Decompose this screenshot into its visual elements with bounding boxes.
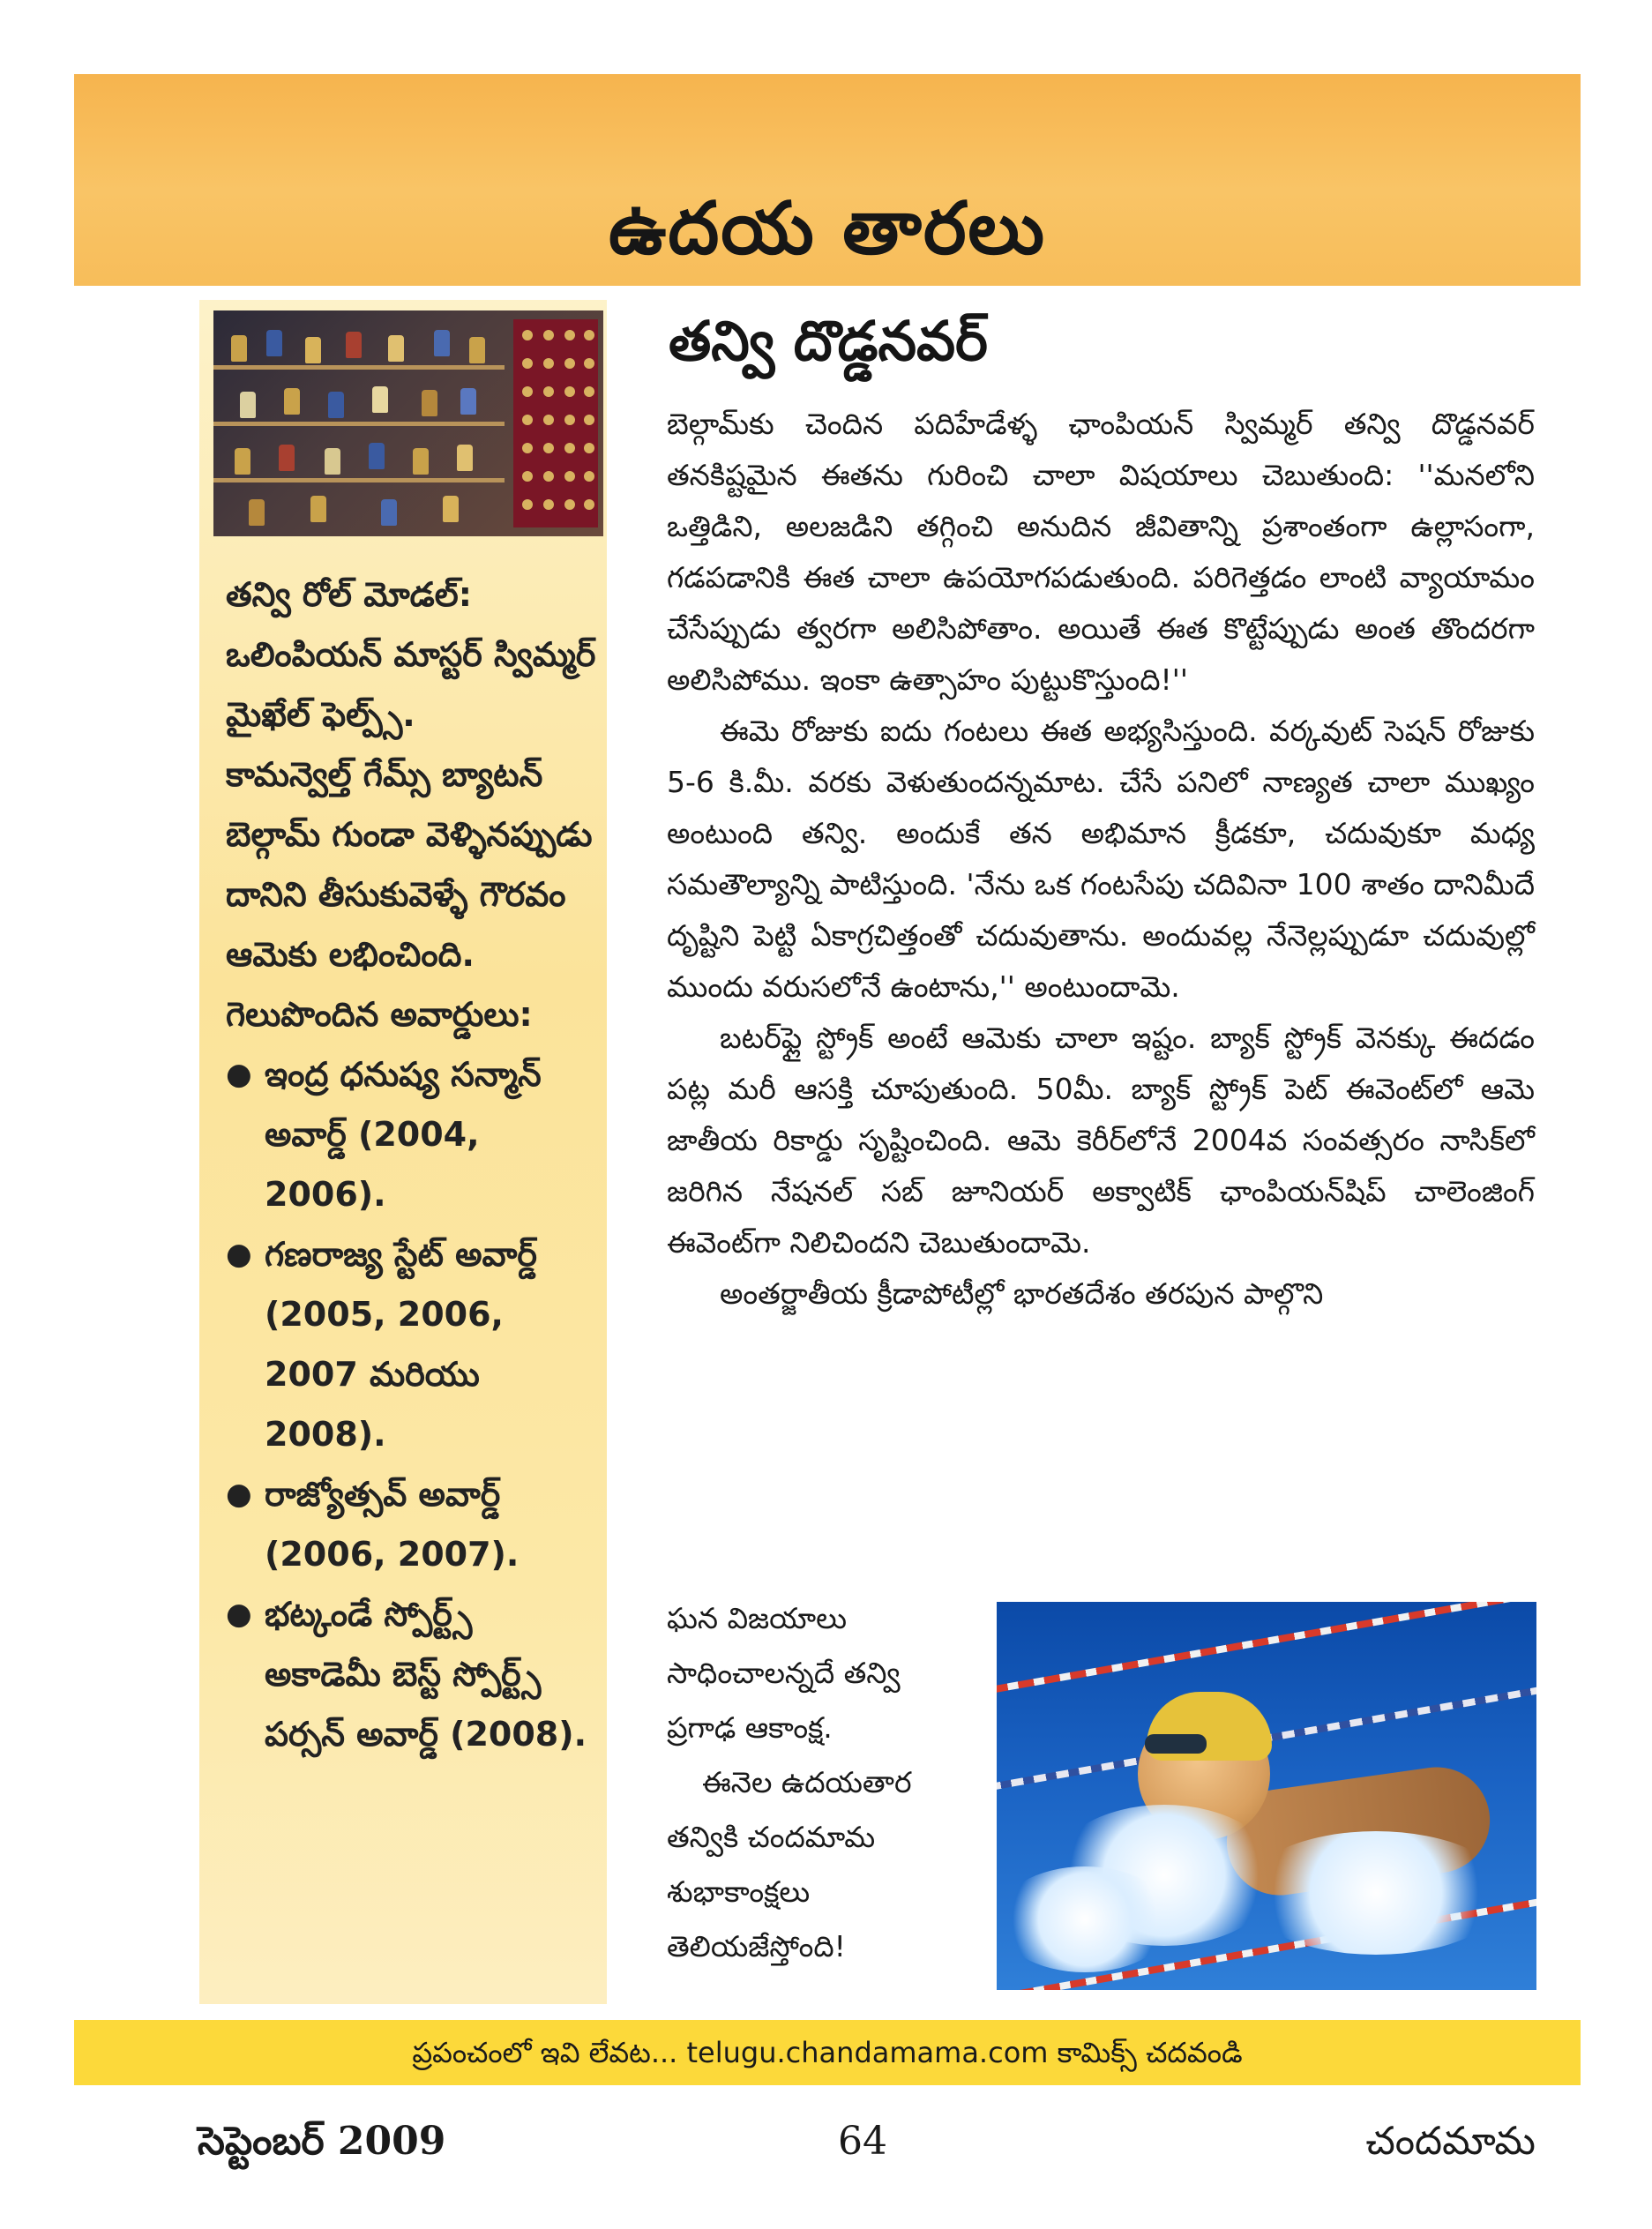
- page-number: 64: [838, 2119, 887, 2164]
- footer-banner: ప్రపంచంలో ఇవి లేవట... telugu.chandamama.com కామిక్స్ చదవండి: [74, 2020, 1581, 2085]
- page-title: ఉదయ తారలు: [608, 187, 1047, 271]
- sidebar-text: [226, 565, 596, 1764]
- trophy-cabinet-photo: [213, 310, 603, 536]
- header-band: [74, 74, 1581, 286]
- article-title: తన్వి దొడ్డనవర్: [669, 309, 988, 373]
- role-model-text: తన్వి రోల్ మోడల్: ఒలింపియన్ మాస్టర్ స్విమ్మర్ మైఖేల్ ఫెల్ప్స్.: [226, 575, 596, 734]
- article-paragraph: బటర్‌ఫ్లై స్ట్రోక్ అంటే ఆమెకు చాలా ఇష్టం. బ్యాక్ స్ట్రోక్ వెనక్కు ఈదడం పట్ల మరీ ఆసక్తి చూపుతుంది. 50మీ. బ్యాక్ స్ట్రోక్ పెట్ ఈవెంట్‌లో ఆమె జాతీయ రికార్డు సృష్టించింది. ఆమె కెరీర్‌లోనే 2004వ సంవత్సరం నాసిక్‌లో జరిగిన నేషనల్ సబ్ జూనియర్ అక్వాటిక్ ఛాంపియన్‌షిప్ చాలెంజింగ్ ఈవెంట్‌గా నిలిచిందని చెబుతుందామె.: [667, 1021, 1535, 1260]
- award-text: ఇంద్ర ధనుష్య సన్మాన్ అవార్డ్ (2004, 2006).: [265, 1055, 542, 1214]
- bullet-icon: ●: [226, 1477, 252, 1512]
- article-closing: [667, 1591, 970, 1974]
- award-text: భట్కండే స్పోర్ట్స్ అకాడెమీ బెస్ట్ స్పోర్ట్స్ పర్సన్ అవార్డ్ (2008).: [265, 1595, 587, 1754]
- swimmer-photo: [997, 1602, 1536, 1990]
- award-text: గణరాజ్య స్టేట్ అవార్డ్ (2005, 2006, 2007 మరియు 2008).: [265, 1235, 537, 1454]
- issue-date: సెప్టెంబర్ 2009: [198, 2119, 446, 2164]
- article-paragraph: ఈమె రోజుకు ఐదు గంటలు ఈత అభ్యసిస్తుంది. వర్కవుట్ సెషన్ రోజుకు 5-6 కి.మీ. వరకు వెళుతుందన్నమాట. చేసే పనిలో నాణ్యత చాలా ముఖ్యం అంటుంది తన్వి. అందుకే తన అభిమాన క్రీడకూ, చదువుకూ మధ్య సమతౌల్యాన్ని పాటిస్తుంది. 'నేను ఒక గంటసేపు చదివినా 100 శాతం దానిమీదే దృష్టిని పెట్టి ఏకాగ్రచిత్తంతో చదువుతాను. అందువల్ల నేనెల్లప్పుడూ చదువుల్లో ముందు వరుసలోనే ఉంటాను,'' అంటుందామె.: [667, 714, 1535, 1004]
- article-body: [667, 399, 1535, 1320]
- closing-paragraph: ఘన విజయాలు సాధించాలన్నదే తన్వి ప్రగాఢ ఆకాంక్ష.: [667, 1601, 901, 1745]
- awards-heading: గెలుపొందిన అవార్డులు:: [226, 995, 533, 1034]
- award-item: [226, 1224, 596, 1464]
- baton-text: కామన్వెల్త్ గేమ్స్ బ్యాటన్ బెల్గామ్ గుండా వెళ్ళినప్పుడు దానిని తీసుకువెళ్ళే గౌరవం ఆమెకు లభించింది.: [226, 755, 593, 974]
- award-item: [226, 1464, 596, 1584]
- article-paragraph: అంతర్జాతీయ క్రీడాపోటీల్లో భారతదేశం తరపున పాల్గొని: [720, 1276, 1324, 1311]
- bullet-icon: ●: [226, 1597, 252, 1632]
- bullet-icon: ●: [226, 1057, 252, 1092]
- award-item: [226, 1044, 596, 1224]
- bullet-icon: ●: [226, 1237, 252, 1272]
- award-item: [226, 1584, 596, 1764]
- magazine-name: చందమామ: [1365, 2119, 1536, 2164]
- article-paragraph: బెల్గామ్‌కు చెందిన పదిహేడేళ్ళ ఛాంపియన్ స్విమ్మర్ తన్వి దొడ్డనవర్ తనకిష్టమైన ఈతను గురించి చాలా విషయాలు చెబుతుంది: ''మనలోని ఒత్తిడిని, అలజడిని తగ్గించి అనుదిన జీవితాన్ని ప్రశాంతంగా ఉల్లాసంగా, గడపడానికి ఈత చాలా ఉపయోగపడుతుంది. పరిగెత్తడం లాంటి వ్యాయామం చేసేప్పుడు త్వరగా అలిసిపోతాం. అయితే ఈత కొట్టేప్పుడు అంత తొందరగా అలిసిపోము. ఇంకా ఉత్సాహం పుట్టుకొస్తుంది!'': [667, 407, 1535, 697]
- closing-paragraph: ఈనెల ఉదయతార తన్వికి చందమామ శుభాకాంక్షలు తెలియజేస్తోంది!: [667, 1765, 912, 1963]
- award-text: రాజ్యోత్సవ్ అవార్డ్ (2006, 2007).: [265, 1475, 520, 1574]
